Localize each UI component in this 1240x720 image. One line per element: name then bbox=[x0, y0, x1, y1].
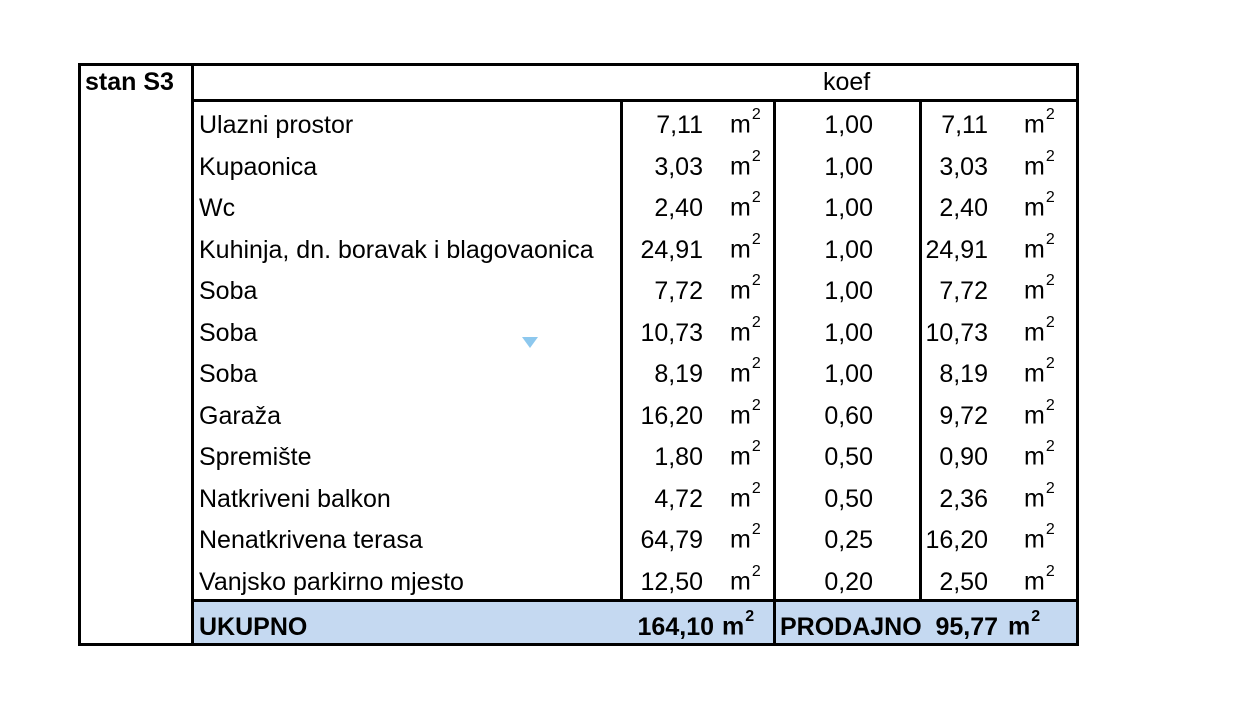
row-area: 7,11 bbox=[656, 111, 703, 139]
dropdown-marker-icon bbox=[522, 337, 538, 348]
row-koef: 1,00 bbox=[824, 318, 873, 347]
row-result-unit: $m^2$ bbox=[1024, 147, 1055, 180]
row-area-unit: $m^2$ bbox=[730, 147, 761, 180]
row-result-unit: $m^2$ bbox=[1024, 355, 1055, 388]
row-result: 7,72 bbox=[939, 277, 988, 305]
koef-column-right-line bbox=[919, 99, 922, 602]
row-result: 2,40 bbox=[939, 194, 988, 222]
row-result-unit: $m^2$ bbox=[1024, 272, 1055, 305]
outer-border-right bbox=[1076, 63, 1079, 646]
total-row-divider bbox=[191, 599, 1079, 602]
row-result: 16,20 bbox=[925, 526, 988, 554]
row-result-unit: $m^2$ bbox=[1024, 313, 1055, 346]
row-area-unit: $m^2$ bbox=[730, 106, 761, 139]
row-koef: 0,20 bbox=[824, 567, 873, 596]
row-area-unit: $m^2$ bbox=[730, 230, 761, 263]
row-area: 1,80 bbox=[654, 443, 703, 471]
row-area: 8,19 bbox=[654, 360, 703, 388]
first-column-divider bbox=[191, 63, 194, 646]
row-result: 8,19 bbox=[939, 360, 988, 388]
row-name: Kupaonica bbox=[199, 152, 318, 181]
total-value: 164,10 bbox=[637, 613, 714, 641]
header-divider bbox=[191, 99, 1079, 102]
row-area-unit: $m^2$ bbox=[730, 272, 761, 305]
row-result: 2,36 bbox=[939, 484, 988, 513]
row-area-unit: $m^2$ bbox=[730, 355, 761, 388]
row-koef: 0,25 bbox=[824, 526, 873, 554]
area-column-left-line bbox=[620, 99, 623, 602]
row-name: Soba bbox=[199, 318, 258, 347]
row-area: 2,40 bbox=[654, 194, 703, 222]
row-name: Nenatkrivena terasa bbox=[199, 526, 423, 554]
row-koef: 1,00 bbox=[824, 277, 873, 305]
outer-border-bottom bbox=[78, 643, 1079, 646]
row-area: 3,03 bbox=[654, 152, 703, 181]
row-area: 24,91 bbox=[640, 235, 703, 264]
row-name: Vanjsko parkirno mjesto bbox=[199, 567, 464, 596]
row-result: 7,11 bbox=[941, 111, 988, 139]
row-result-unit: $m^2$ bbox=[1024, 521, 1055, 554]
koef-column-left-line bbox=[773, 99, 776, 646]
row-result: 0,90 bbox=[939, 443, 988, 471]
row-name: Kuhinja, dn. boravak i blagovaonica bbox=[199, 235, 594, 264]
row-result: 24,91 bbox=[925, 235, 988, 264]
row-result-unit: $m^2$ bbox=[1024, 230, 1055, 263]
sale-unit: $m^2$ bbox=[1008, 608, 1041, 641]
row-koef: 1,00 bbox=[824, 235, 873, 264]
row-koef: 0,60 bbox=[824, 401, 873, 430]
total-unit: $m^2$ bbox=[722, 608, 755, 641]
row-area-unit: $m^2$ bbox=[730, 313, 761, 346]
koef-header: koef bbox=[823, 68, 871, 96]
row-result-unit: $m^2$ bbox=[1024, 396, 1055, 429]
row-area-unit: $m^2$ bbox=[730, 562, 761, 595]
row-area: 10,73 bbox=[640, 318, 703, 347]
total-label: UKUPNO bbox=[199, 613, 308, 641]
row-result-unit: $m^2$ bbox=[1024, 106, 1055, 139]
row-name: Natkriveni balkon bbox=[199, 484, 391, 513]
sale-label: PRODAJNO bbox=[780, 613, 922, 641]
row-result-unit: $m^2$ bbox=[1024, 438, 1055, 471]
row-koef: 1,00 bbox=[824, 360, 873, 388]
row-area-unit: $m^2$ bbox=[730, 189, 761, 222]
row-name: Soba bbox=[199, 277, 258, 305]
outer-border-left bbox=[78, 63, 81, 646]
row-name: Soba bbox=[199, 360, 258, 388]
row-result: 9,72 bbox=[939, 401, 988, 430]
row-name: Wc bbox=[199, 194, 236, 222]
row-area: 12,50 bbox=[640, 567, 703, 596]
table-title: stan S3 bbox=[85, 68, 174, 96]
row-koef: 0,50 bbox=[824, 443, 873, 471]
row-result-unit: $m^2$ bbox=[1024, 189, 1055, 222]
row-area-unit: $m^2$ bbox=[730, 396, 761, 429]
row-koef: 1,00 bbox=[824, 194, 873, 222]
row-name: Spremište bbox=[199, 443, 312, 471]
row-area-unit: $m^2$ bbox=[730, 521, 761, 554]
row-name: Garaža bbox=[199, 401, 281, 430]
row-name: Ulazni prostor bbox=[199, 111, 354, 139]
row-result-unit: $m^2$ bbox=[1024, 479, 1055, 512]
row-area: 4,72 bbox=[654, 484, 703, 513]
area-table bbox=[78, 63, 1079, 646]
row-koef: 1,00 bbox=[824, 111, 873, 139]
row-area: 16,20 bbox=[640, 401, 703, 430]
row-result: 3,03 bbox=[939, 152, 988, 181]
row-result: 2,50 bbox=[939, 567, 988, 596]
row-result-unit: $m^2$ bbox=[1024, 562, 1055, 595]
row-result: 10,73 bbox=[925, 318, 988, 347]
row-area: 64,79 bbox=[640, 526, 703, 554]
row-area: 7,72 bbox=[654, 277, 703, 305]
row-koef: 1,00 bbox=[824, 152, 873, 181]
sale-value: 95,77 bbox=[935, 613, 998, 641]
row-area-unit: $m^2$ bbox=[730, 479, 761, 512]
outer-border-top bbox=[78, 63, 1079, 66]
row-koef: 0,50 bbox=[824, 484, 873, 513]
row-area-unit: $m^2$ bbox=[730, 438, 761, 471]
